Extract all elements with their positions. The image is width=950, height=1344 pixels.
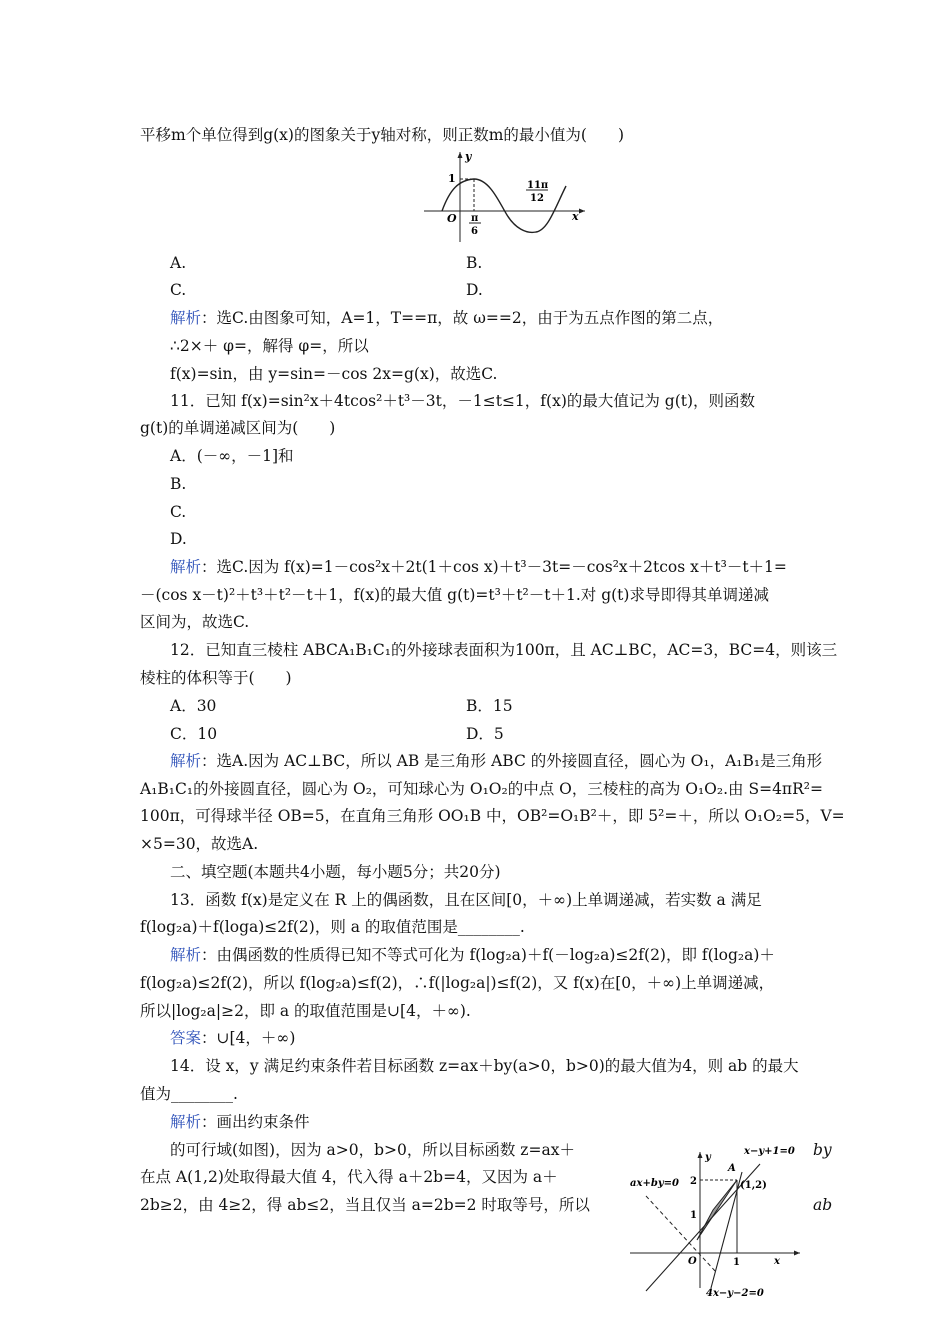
fig1-twelve: 12 bbox=[530, 193, 544, 204]
q11-option-d: D. bbox=[170, 530, 187, 548]
fig2-tick-1y: 1 bbox=[690, 1210, 697, 1221]
solution-label: 解析 bbox=[170, 309, 202, 327]
q13-solution-1: 解析：由偶函数的性质得已知不等式可化为 f(log₂a)＋f(－log₂a)≤2f(2)，即 f(log₂a)＋ bbox=[170, 946, 775, 964]
q11-stem-2: g(t)的单调递减区间为( ) bbox=[140, 419, 336, 437]
solution-label: 解析 bbox=[170, 752, 202, 770]
fig1-pi: π bbox=[471, 213, 479, 224]
q10-option-c: C. bbox=[170, 281, 187, 299]
fig2-tick-1x: 1 bbox=[733, 1257, 740, 1268]
q11-option-b: B. bbox=[170, 475, 187, 493]
q11-solution-3: 区间为，故选C. bbox=[140, 613, 250, 631]
q11-solution-1: 解析：选C.因为 f(x)=1－cos²x＋2t(1＋cos x)＋t³－3t=－cos²x＋2tcos x＋t³－t＋1= bbox=[170, 558, 787, 576]
fig1-y-label: y bbox=[465, 150, 472, 163]
fig1-x-label: x bbox=[572, 210, 579, 223]
fig1-one: 1 bbox=[448, 172, 456, 185]
fig2-tick-2: 2 bbox=[690, 1176, 697, 1187]
q11-stem-1: 11．已知 f(x)=sin²x＋4tcos²＋t³－3t，－1≤t≤1，f(x)的最大值记为 g(t)，则函数 bbox=[170, 392, 756, 410]
fig2-line1-label: x−y+1=0 bbox=[744, 1146, 795, 1157]
q10-option-a: A. bbox=[170, 254, 187, 272]
q12-solution-4: ×5=30，故选A. bbox=[140, 835, 259, 853]
q14-ab: ab bbox=[813, 1196, 833, 1214]
q10-solution-1: 解析：选C.由图象可知，A=1，T==π，故 ω==2，由于为五点作图的第二点， bbox=[170, 309, 724, 327]
q12-solution-3: 100π，可得球半径 OB=5，在直角三角形 OO₁B 中，OB²=O₁B²＋，即 5²=＋，所以 O₁O₂=5，V= bbox=[140, 807, 845, 825]
q11-option-a: A．(－∞，－1]和 bbox=[170, 447, 294, 465]
q10-stem: 平移m个单位得到g(x)的图象关于y轴对称，则正数m的最小值为( ) bbox=[140, 126, 625, 144]
q10-solution-3: f(x)=sin，由 y=sin=－cos 2x=g(x)，故选C. bbox=[170, 365, 498, 383]
q12-option-a: A．30 bbox=[170, 697, 217, 715]
q14-solution-2: 的可行域(如图)，因为 a>0，b>0，所以目标函数 z=ax＋ bbox=[170, 1141, 575, 1159]
solution-label: 解析 bbox=[170, 558, 202, 576]
q12-solution-1: 解析：选A.因为 AC⊥BC，所以 AB 是三角形 ABC 的外接圆直径，圆心为 O₁，A₁B₁是三角形 bbox=[170, 752, 823, 770]
fig1-11pi: 11π bbox=[527, 180, 549, 191]
q11-solution-2: －(cos x－t)²＋t³＋t²－t＋1，f(x)的最大值 g(t)=t³＋t²－t＋1.对 g(t)求导即得其单调递减 bbox=[140, 586, 769, 604]
q14-solution-4: 2b≥2，由 4≥2，得 ab≤2，当且仅当 a=2b=2 时取等号，所以 bbox=[140, 1196, 590, 1214]
solution-label: 解析 bbox=[170, 1113, 202, 1131]
answer-label: 答案 bbox=[170, 1029, 202, 1047]
q14-solution-3: 在点 A(1,2)处取得最大值 4，代入得 a＋2b=4，又因为 a＋ bbox=[140, 1168, 558, 1186]
q14-stem-1: 14．设 x，y 满足约束条件若目标函数 z=ax＋by(a>0，b>0)的最大值为4，则 ab 的最大 bbox=[170, 1057, 799, 1075]
feasible-region-figure bbox=[628, 1138, 804, 1298]
sine-figure bbox=[420, 148, 590, 246]
fig2-y-label: y bbox=[705, 1152, 711, 1163]
fig1-six: 6 bbox=[471, 226, 478, 237]
q12-option-d: D．5 bbox=[466, 725, 504, 743]
q14-solution-1: 解析：画出约束条件 bbox=[170, 1113, 310, 1131]
q13-stem-2: f(log₂a)＋f(loga)≤2f(2)，则 a 的取值范围是________. bbox=[140, 918, 525, 936]
q10-option-b: B. bbox=[466, 254, 483, 272]
q10-solution-2: ∴2×＋ φ=，解得 φ=，所以 bbox=[170, 337, 369, 355]
x-axis-arrow bbox=[579, 209, 585, 214]
fig1-origin: O bbox=[447, 212, 457, 225]
fig2-x-label: x bbox=[774, 1256, 780, 1267]
q14-stem-2: 值为________. bbox=[140, 1085, 238, 1103]
x-axis-arrow bbox=[794, 1251, 800, 1256]
y-axis-arrow bbox=[458, 152, 463, 158]
section-2-heading: 二、填空题(本题共4小题，每小题5分；共20分) bbox=[170, 863, 501, 881]
q11-option-c: C. bbox=[170, 503, 187, 521]
q13-solution-2: f(log₂a)≤2f(2)，所以 f(log₂a)≤f(2)，∴f(|log₂a|)≤f(2)，又 f(x)在[0，＋∞)上单调递减， bbox=[140, 974, 775, 992]
q12-stem-1: 12．已知直三棱柱 ABCA₁B₁C₁的外接球表面积为100π，且 AC⊥BC，AC=3，BC=4，则该三 bbox=[170, 641, 838, 659]
fig2-A: A bbox=[728, 1163, 736, 1174]
solution-label: 解析 bbox=[170, 946, 202, 964]
fig2-point: (1,2) bbox=[740, 1180, 767, 1191]
q12-option-c: C．10 bbox=[170, 725, 218, 743]
fig2-line3-label: 4x−y−2=0 bbox=[706, 1288, 764, 1298]
q12-stem-2: 棱柱的体积等于( ) bbox=[140, 669, 292, 687]
y-axis-arrow bbox=[698, 1152, 703, 1158]
line-ax+by bbox=[646, 1196, 716, 1272]
q13-solution-3: 所以|log₂a|≥2，即 a 的取值范围是∪[4，＋∞). bbox=[140, 1002, 471, 1020]
q10-option-d: D. bbox=[466, 281, 483, 299]
fig2-origin: O bbox=[688, 1256, 697, 1267]
q13-answer: 答案：∪[4，＋∞) bbox=[170, 1029, 296, 1047]
q13-stem-1: 13．函数 f(x)是定义在 R 上的偶函数，且在区间[0，＋∞)上单调递减，若实数 a 满足 bbox=[170, 891, 762, 909]
q12-solution-2: A₁B₁C₁的外接圆直径，圆心为 O₂，可知球心为 O₁O₂的中点 O，三棱柱的高为 O₁O₂.由 S=4πR²= bbox=[140, 780, 823, 798]
q12-option-b: B．15 bbox=[466, 697, 513, 715]
feasible-region bbox=[697, 1180, 737, 1240]
q14-by: by bbox=[813, 1141, 832, 1159]
fig2-line2-label: ax+by=0 bbox=[630, 1178, 679, 1189]
